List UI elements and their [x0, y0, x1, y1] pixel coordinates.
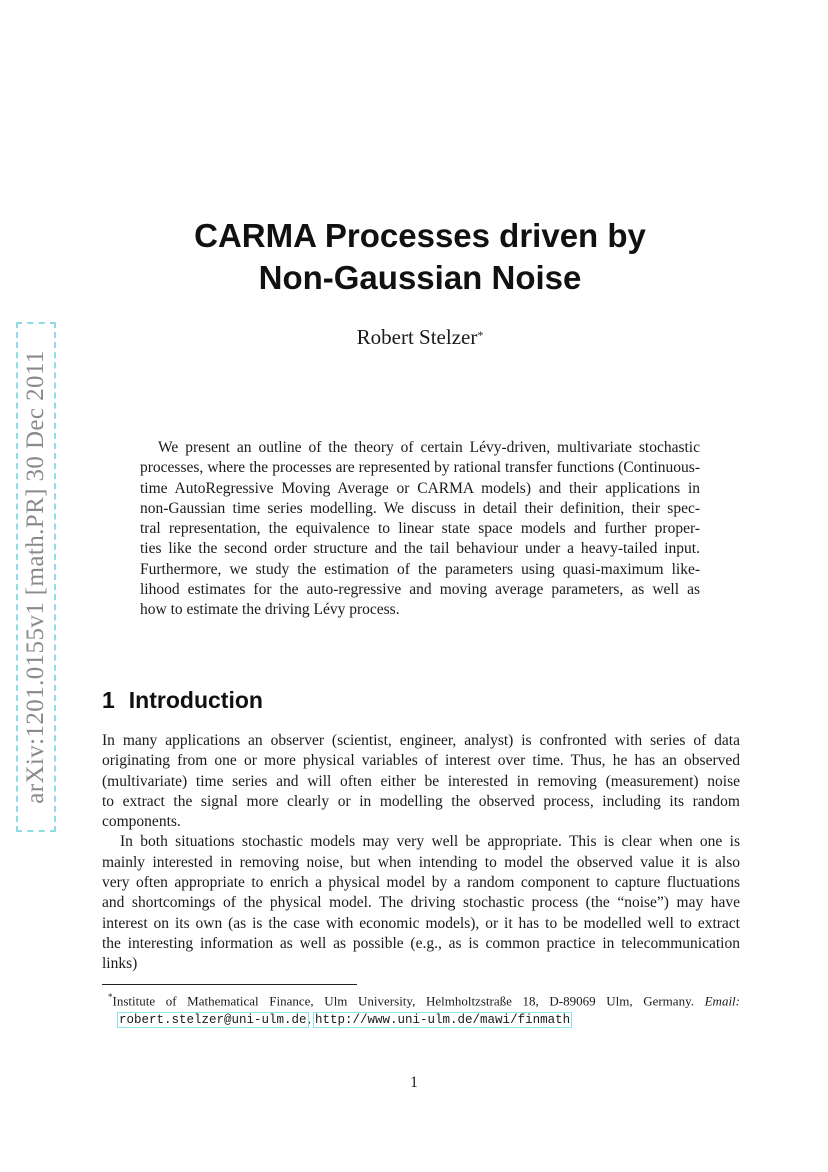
body-line: (multivariate) time series and will often either be interested in removing (measurement) noise: [102, 772, 740, 790]
body-line: the interesting information as well as possible (e.g., as is common practice in telecommunication: [102, 934, 740, 952]
body-line: originating from one or more physical variables of interest over time. Thus, he has an observed: [102, 752, 740, 770]
footnote-affiliation: Institute of Mathematical Finance, Ulm University, Helmholtzstraße 18, D-89069 Ulm, Germany.: [112, 993, 694, 1009]
email-link[interactable]: robert.stelzer@uni-ulm.de: [119, 1013, 307, 1028]
body-line: mainly interested in removing noise, but when intending to model the observed value it is also: [102, 853, 740, 871]
footnote-separator: ,: [307, 1011, 311, 1027]
paper-title: [100, 215, 740, 299]
page-number: 1: [410, 1074, 418, 1091]
body-line: interest on its own (as is the case with economic models), or it has to be modelled well to extract: [102, 914, 740, 932]
introduction-body: [102, 731, 740, 975]
footnote-mark: *: [108, 992, 113, 1002]
body-paragraph-1: [102, 731, 740, 832]
author-name: Robert Stelzer: [356, 325, 478, 349]
body-line: and shortcomings of the physical model. The driving stochastic process (the “noise”) may have: [102, 894, 740, 912]
paper-title-line-2: Non-Gaussian Noise: [258, 259, 582, 296]
author-line: [100, 324, 740, 350]
website-link[interactable]: http://www.uni-ulm.de/mawi/finmath: [315, 1013, 571, 1028]
footnote-divider: [102, 984, 357, 985]
abstract-line: how to estimate the driving Lévy process.: [140, 601, 400, 619]
paper-title-line-1: CARMA Processes driven by: [194, 217, 646, 254]
abstract-line: non-Gaussian time series modelling. We discuss in detail their definition, their spec-: [140, 499, 700, 517]
footnote-email-label: Email:: [704, 993, 740, 1009]
abstract-line: time AutoRegressive Moving Average or CARMA models) and their applications in: [140, 479, 700, 497]
section-title: Introduction: [128, 687, 263, 713]
section-number: 1: [102, 687, 115, 713]
body-line: In both situations stochastic models may very well be appropriate. This is clear when one is: [120, 833, 740, 851]
abstract-line: tral representation, the equivalence to linear state space models and further proper-: [140, 520, 700, 538]
abstract: [140, 438, 700, 621]
body-line: components.: [102, 813, 181, 831]
body-line: to extract the signal more clearly or in modelling the observed process, including its random: [102, 792, 740, 810]
author-footnote-mark: *: [477, 328, 484, 342]
section-heading-introduction: [102, 686, 263, 714]
arxiv-identifier-stamp: [16, 322, 56, 832]
abstract-line: lihood estimates for the auto-regressive and moving average parameters, as well as: [140, 581, 700, 599]
footnote: [102, 988, 740, 1029]
body-line: very often appropriate to enrich a physical model by a random component to capture fluctuations: [102, 874, 740, 892]
body-line: links): [102, 955, 138, 973]
abstract-line: We present an outline of the theory of certain Lévy-driven, multivariate stochastic: [158, 439, 700, 456]
footnote-line-2: [102, 1010, 740, 1029]
body-line: In many applications an observer (scientist, engineer, analyst) is confronted with series of data: [102, 732, 740, 749]
abstract-line: Furthermore, we study the estimation of the parameters using quasi-maximum like-: [140, 560, 700, 578]
body-paragraph-2: [102, 832, 740, 974]
abstract-line: processes, where the processes are represented by rational transfer functions (Continuous-: [140, 459, 700, 477]
arxiv-identifier-text: arXiv:1201.0155v1 [math.PR] 30 Dec 2011: [22, 350, 49, 804]
footnote-line-1: [102, 988, 740, 1010]
abstract-line: ties like the second order structure and the tail behaviour under a heavy-tailed input.: [140, 540, 700, 558]
